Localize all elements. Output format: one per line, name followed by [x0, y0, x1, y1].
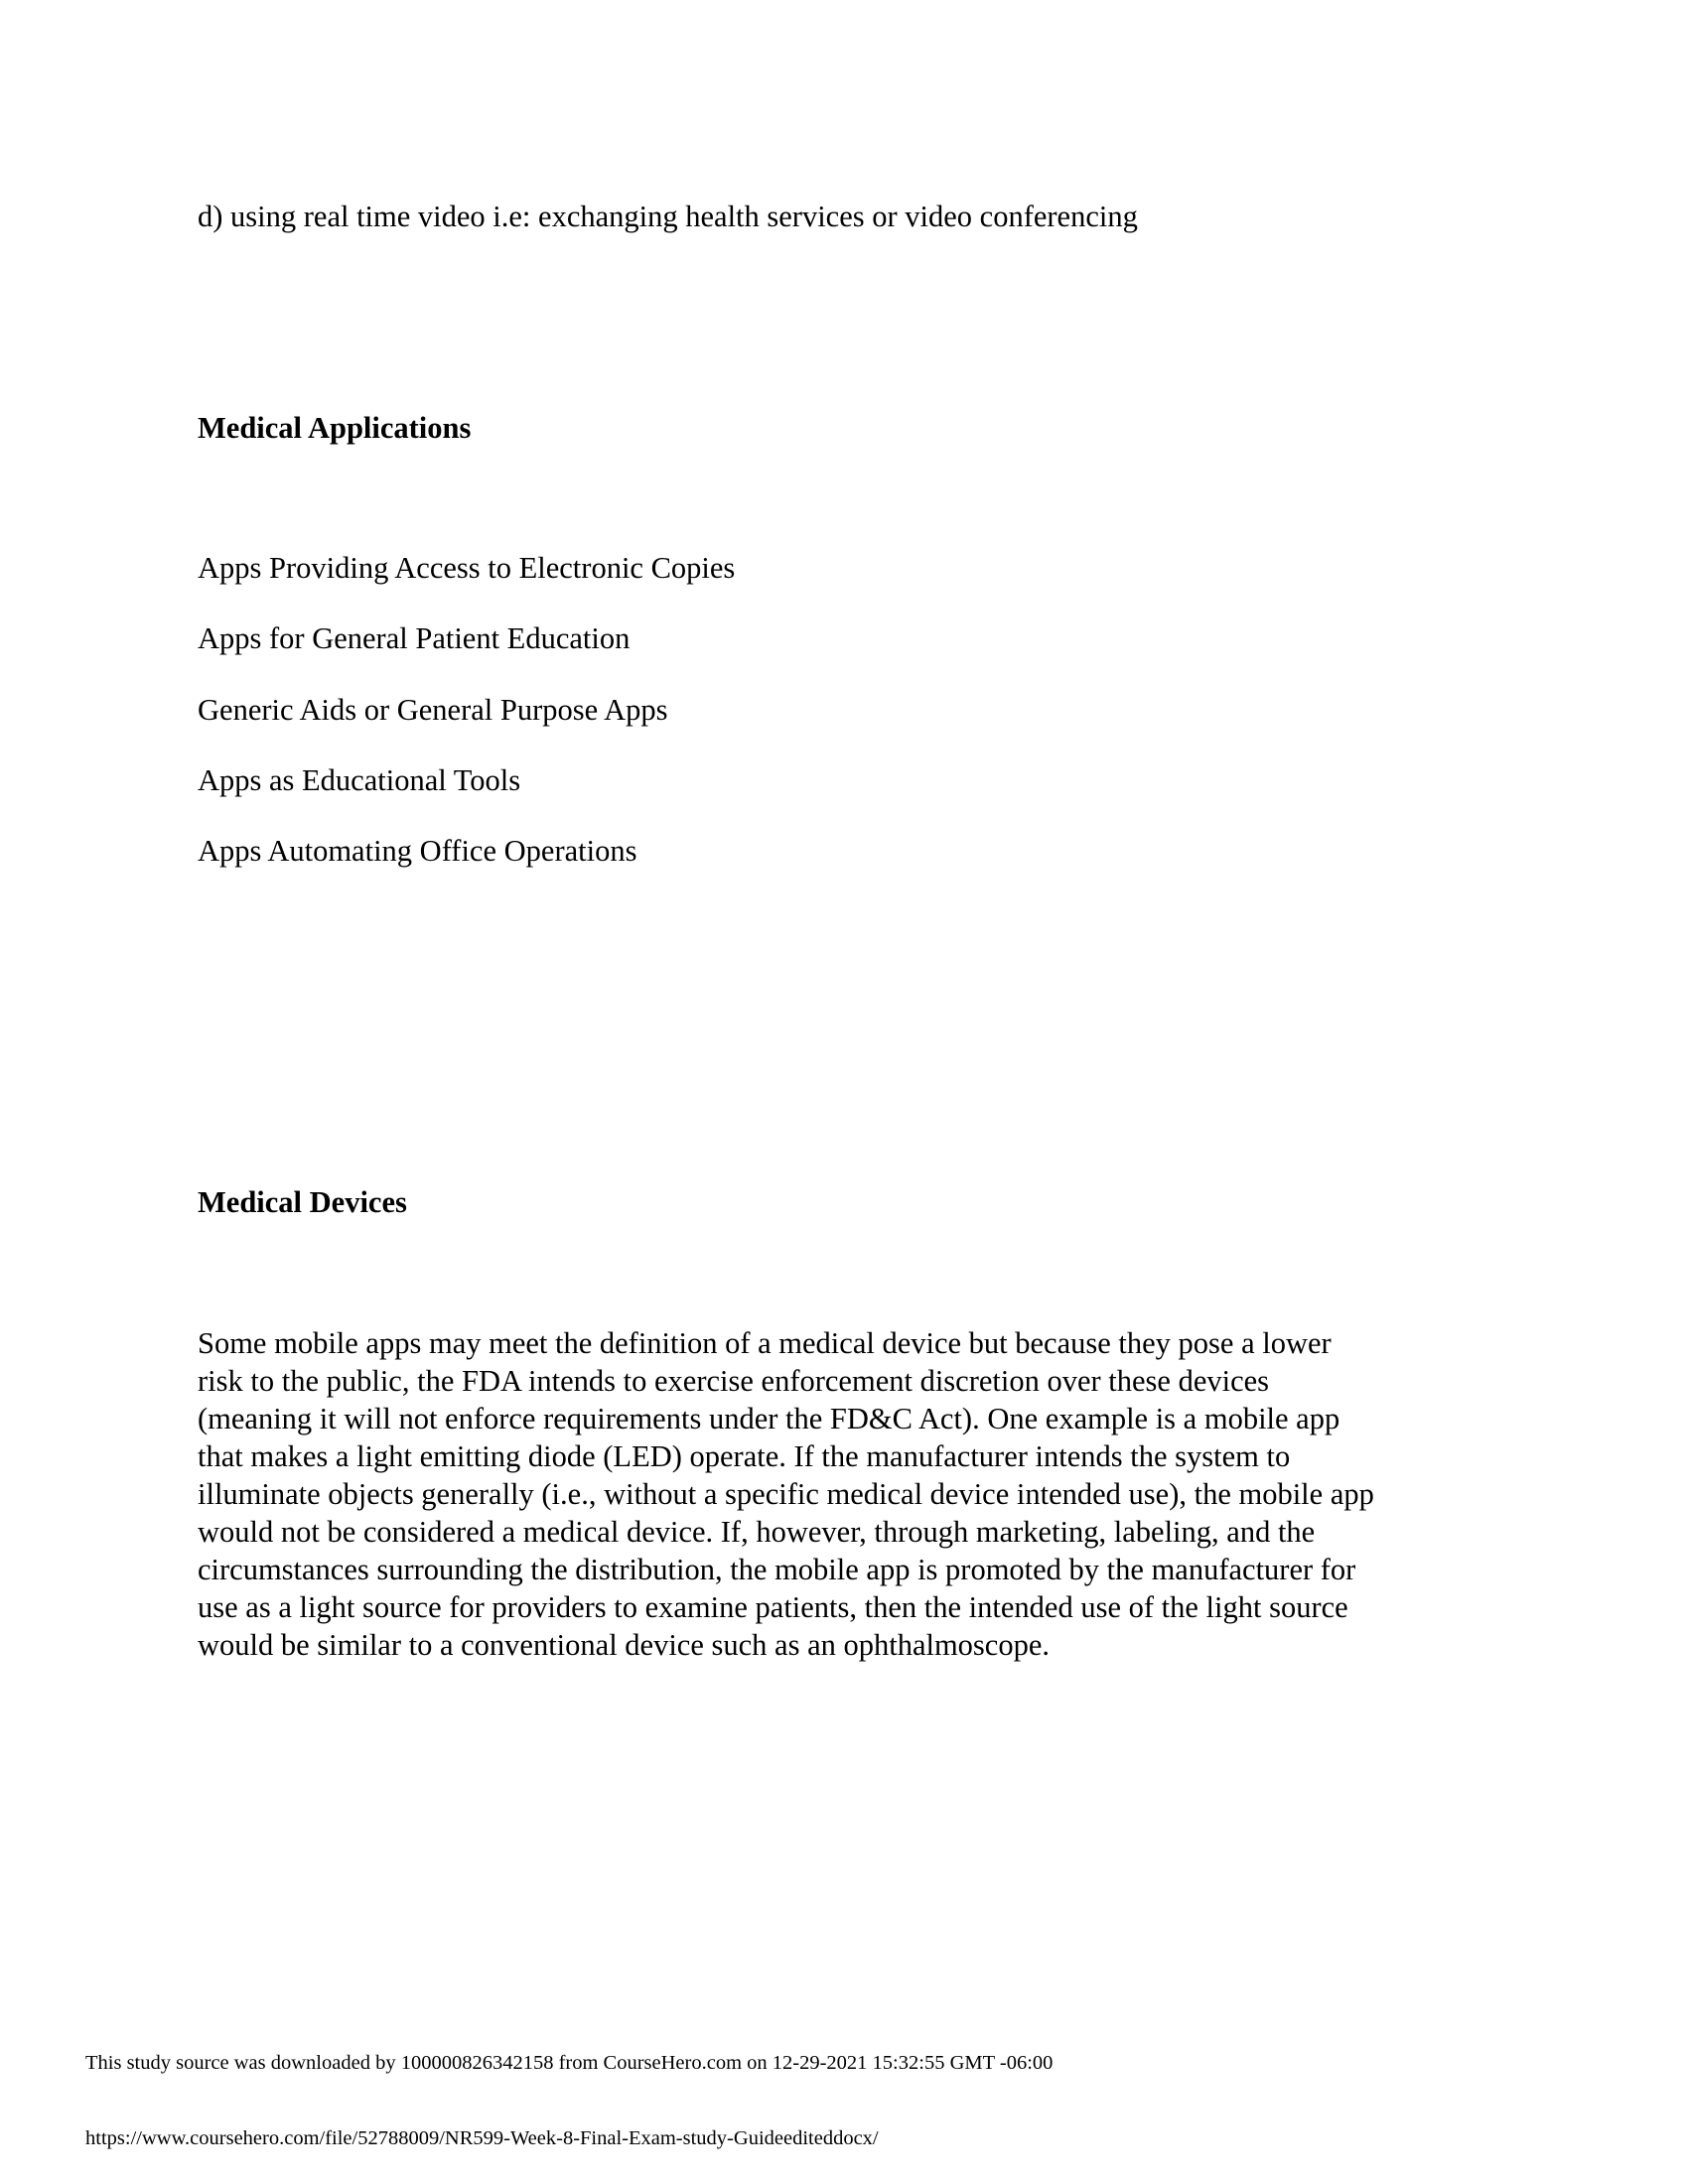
section-heading-medical-devices: Medical Devices: [198, 1185, 407, 1219]
list-item: Apps for General Patient Education: [198, 621, 631, 655]
section-heading-medical-applications: Medical Applications: [198, 411, 472, 445]
list-item: Generic Aids or General Purpose Apps: [198, 693, 668, 727]
paragraph-line: (meaning it will not enforce requirements under the FD&C Act). One example is a mobile app: [198, 1402, 1340, 1435]
paragraph-line: Some mobile apps may meet the definition of a medical device but because they pose a lower: [198, 1326, 1332, 1360]
download-notice: This study source was downloaded by 100000826342158 from CourseHero.com on 12-29-2021 15:32:55 GMT -06:00: [85, 2052, 1054, 2074]
medical-devices-paragraph: [198, 1324, 1374, 1664]
paragraph-line: circumstances surrounding the distribution, the mobile app is promoted by the manufacturer for: [198, 1553, 1356, 1586]
paragraph-line: that makes a light emitting diode (LED) operate. If the manufacturer intends the system to: [198, 1439, 1291, 1473]
paragraph-line: illuminate objects generally (i.e., without a specific medical device intended use), the mobile app: [198, 1477, 1374, 1511]
source-url[interactable]: https://www.coursehero.com/file/52788009/NR599-Week-8-Final-Exam-study-Guideediteddocx/: [85, 2127, 879, 2149]
list-item: Apps Providing Access to Electronic Copies: [198, 551, 736, 585]
paragraph-line: would not be considered a medical device. If, however, through marketing, labeling, and the: [198, 1515, 1316, 1549]
paragraph-line: risk to the public, the FDA intends to exercise enforcement discretion over these devices: [198, 1364, 1270, 1398]
list-item: Apps Automating Office Operations: [198, 834, 637, 868]
paragraph-line: use as a light source for providers to examine patients, then the intended use of the light source: [198, 1590, 1348, 1624]
intro-line: d) using real time video i.e: exchanging health services or video conferencing: [198, 200, 1138, 233]
list-item: Apps as Educational Tools: [198, 763, 521, 797]
paragraph-line: would be similar to a conventional device such as an ophthalmoscope.: [198, 1628, 1051, 1662]
